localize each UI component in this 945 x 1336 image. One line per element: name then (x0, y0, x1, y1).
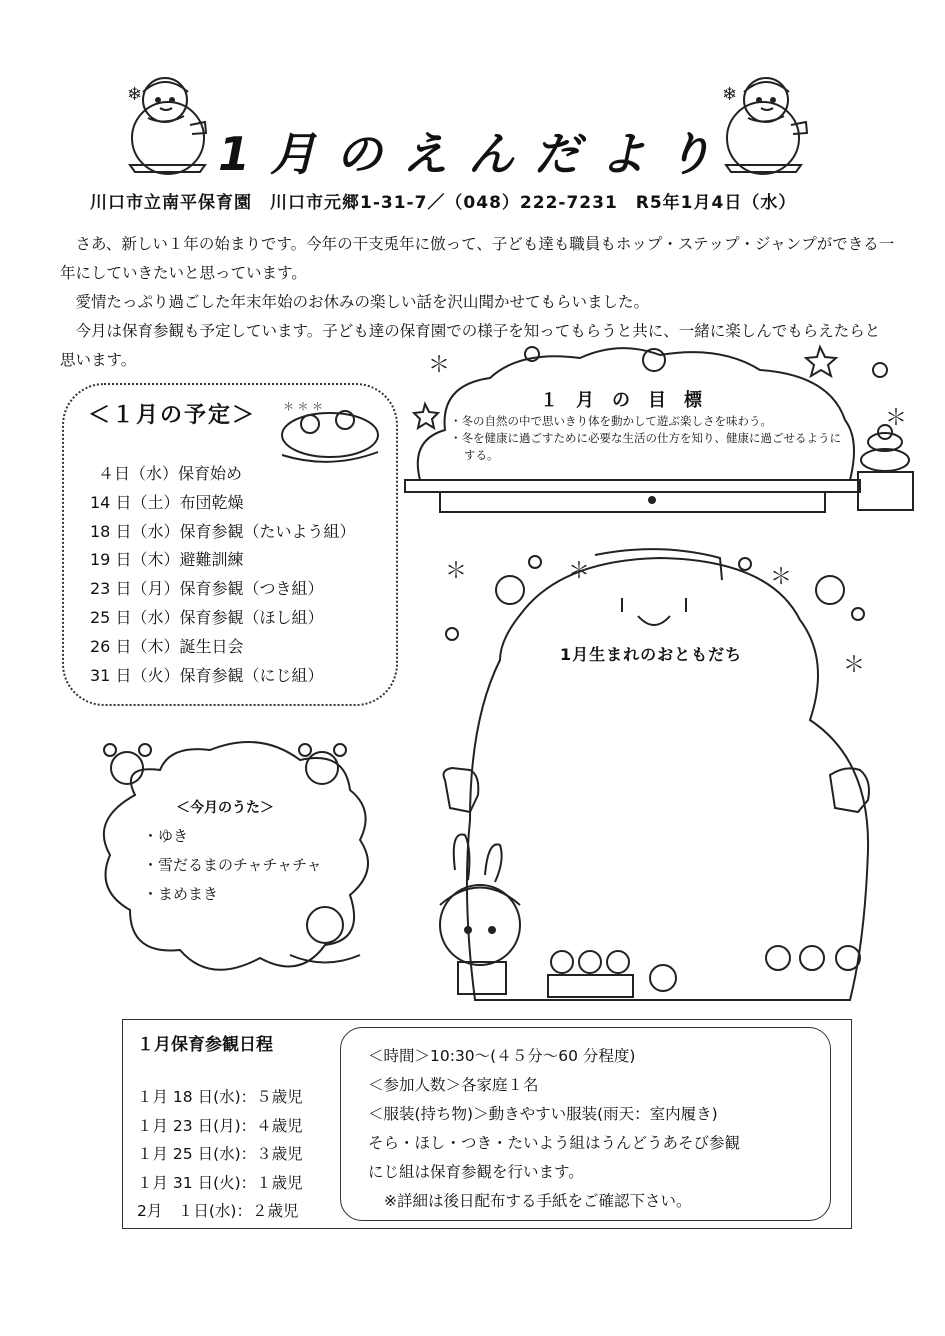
visit-info-line: ＜服装(持ち物)＞動きやすい服装(雨天：室内履き) (368, 1105, 718, 1123)
svg-text:＊: ＊ (428, 353, 451, 378)
schedule-item: ４日（水）保育始め (98, 464, 243, 483)
svg-text:＊: ＊ (770, 565, 793, 590)
goal-item: ・冬を健康に過ごすために必要な生活の仕方を知り、健康に過ごせるようにする。 (450, 431, 841, 462)
rabbit-cart-icon (440, 834, 860, 997)
visit-info-note: ※詳細は後日配布する手紙をご確認下さい。 (384, 1192, 692, 1210)
visit-info-list (368, 1042, 740, 1216)
visit-info-line: そら・ほし・つき・たいよう組はうんどうあそび参観 (368, 1134, 741, 1152)
schedule-item: 25 日（水）保育参観（ほし組） (90, 607, 324, 627)
svg-text:＊ ＊ ＊: ＊ ＊ ＊ (283, 400, 323, 413)
birthday-snowman-frame (444, 549, 869, 1000)
song-item: ・ゆき (143, 827, 189, 845)
song-list (143, 822, 322, 909)
schedule-list (90, 460, 355, 690)
svg-text:＊: ＊ (843, 653, 866, 678)
visit-info-line: ＜時間＞10:30～(４５分～60 分程度) (368, 1047, 636, 1065)
song-item: ・雪だるまのチャチャチャ (143, 856, 322, 874)
visit-item: 2月 １日(水)：２歳児 (137, 1202, 299, 1221)
schedule-item: 26 日（木）誕生日会 (90, 636, 244, 656)
kagami-mochi-icon (858, 425, 913, 510)
schedule-item: 23 日（月）保育参観（つき組） (90, 579, 324, 599)
svg-text:＊: ＊ (568, 559, 591, 584)
school-info: 川口市立南平保育園 川口市元郷1-31-7／（048）222-7231 R5年1月4日（水） (90, 193, 797, 213)
goal-title: １月の目標 (540, 390, 720, 411)
svg-text:＊: ＊ (445, 559, 468, 584)
schedule-title: ＜１月の予定＞ (88, 403, 257, 428)
goal-item: ・冬の自然の中で思いきり体を動かして遊ぶ楽しさを味わう。 (450, 414, 772, 428)
visit-item: １月 18 日(水)：５歳児 (137, 1088, 303, 1106)
page-title: 1月のえんだより (217, 127, 732, 181)
visit-item: １月 25 日(水)：３歳児 (137, 1145, 303, 1164)
schedule-item: 18 日（水）保育参観（たいよう組） (90, 521, 356, 541)
snowman-left-icon (127, 78, 206, 174)
schedule-item: 19 日（木）避難訓練 (90, 550, 244, 570)
visit-title: １月保育参観日程 (137, 1035, 273, 1055)
song-title: ＜今月のうた＞ (176, 800, 274, 816)
song-item: ・まめまき (143, 885, 219, 903)
svg-text:❄: ❄ (127, 84, 143, 105)
goal-list (450, 413, 850, 464)
svg-text:❄: ❄ (722, 84, 738, 105)
visit-info-line: ＜参加人数＞各家庭１名 (368, 1076, 539, 1094)
visit-list (137, 1083, 303, 1226)
svg-text:＊: ＊ (885, 406, 908, 431)
visit-item: １月 23 日(月)：４歳児 (137, 1116, 303, 1135)
visit-info-line: にじ組は保育参観を行います。 (368, 1163, 584, 1181)
intro-paragraph: さあ、新しい１年の始まりです。今年の干支兎年に倣って、子ども達も職員もホップ・ステップ・ジャンプができる一年にしていきたいと思っています。 (60, 235, 895, 282)
schedule-item: 31 日（火）保育参観（にじ組） (90, 665, 324, 685)
birthday-title: 1月生まれのおともだち (560, 645, 743, 664)
schedule-item: 14 日（土）布団乾燥 (90, 492, 244, 512)
visit-item: １月 31 日(火)：１歳児 (137, 1173, 303, 1192)
intro-paragraph: 今月は保育参観も予定しています。子ども達の保育園での様子を知ってもらうと共に、一緒に楽しんでもらえたらと思います。 (60, 322, 881, 369)
intro-paragraph: 愛情たっぷり過ごした年末年始のお休みの楽しい話を沢山聞かせてもらいました。 (75, 293, 650, 311)
intro-text (60, 230, 895, 375)
